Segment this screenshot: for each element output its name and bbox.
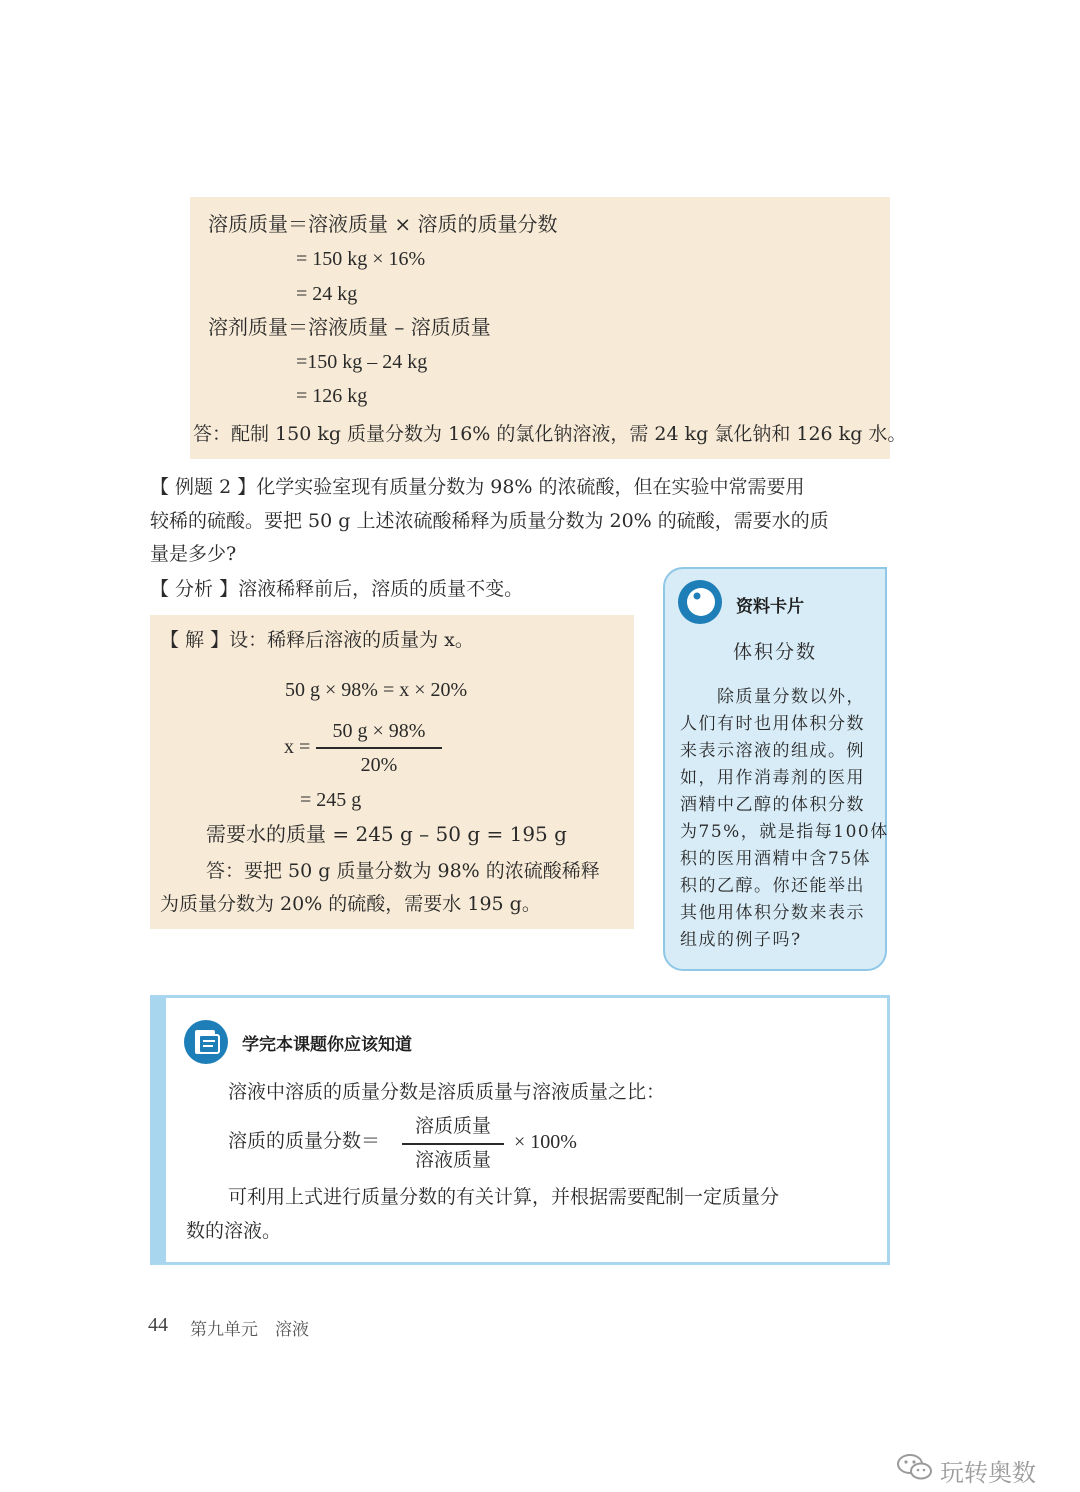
solution-answer-2: 为质量分数为 20% 的硫酸，需要水 195 g。 xyxy=(160,893,541,915)
example2-line-1: 【 例题 2 】化学实验室现有质量分数为 98% 的浓硫酸，但在实验中常需要用 xyxy=(150,476,805,498)
solution-water: 需要水的质量 = 245 g – 50 g = 195 g xyxy=(206,822,567,846)
solution-result: = 245 g xyxy=(300,789,362,811)
fraction-denominator: 20% xyxy=(360,754,398,776)
calc-line-2: = 150 kg × 16% xyxy=(296,248,426,270)
solution-answer-1: 答：要把 50 g 质量分数为 98% 的浓硫酸稀释 xyxy=(206,860,600,882)
info-card-title: 资料卡片 xyxy=(736,597,804,617)
chapter-title: 第九单元 溶液 xyxy=(190,1320,309,1340)
info-card-line: 积的乙醇。你还能举出 xyxy=(680,876,865,896)
info-card-line: 组成的例子吗? xyxy=(680,930,802,950)
watermark-text: 玩转奥数 xyxy=(940,1459,1036,1487)
formula-denominator: 溶液质量 xyxy=(414,1149,491,1171)
info-card-line: 人们有时也用体积分数 xyxy=(680,714,865,734)
calc-line-6: = 126 kg xyxy=(296,385,368,407)
solution-intro: 【 解 】设：稀释后溶液的质量为 x。 xyxy=(160,629,474,651)
formula-rhs: × 100% xyxy=(514,1131,577,1153)
info-card-line: 积的医用酒精中含75体 xyxy=(680,849,872,869)
formula-fraction-bar xyxy=(402,1143,504,1145)
info-card-line: 为75%，就是指每100体 xyxy=(680,822,889,842)
calc-line-5: =150 kg – 24 kg xyxy=(296,351,428,373)
info-card-icon xyxy=(676,578,724,626)
calc-answer: 答：配制 150 kg 质量分数为 16% 的氯化钠溶液，需 24 kg 氯化钠和 126 kg 水。 xyxy=(193,423,907,445)
calc-line-3: = 24 kg xyxy=(296,283,358,305)
knowledge-line-3: 可利用上式进行质量分数的有关计算，并根据需要配制一定质量分 xyxy=(228,1186,780,1208)
knowledge-title: 学完本课题你应该知道 xyxy=(242,1035,412,1055)
knowledge-line-4: 数的溶液。 xyxy=(186,1220,282,1242)
fraction-numerator: 50 g × 98% xyxy=(332,720,426,742)
example2-line-3: 量是多少? xyxy=(150,543,237,565)
formula-numerator: 溶质质量 xyxy=(414,1115,491,1137)
knowledge-box-strip xyxy=(150,995,166,1265)
calc-line-1: 溶质质量＝溶液质量 × 溶质的质量分数 xyxy=(208,212,558,236)
formula-lhs: 溶质的质量分数＝ xyxy=(228,1130,381,1152)
knowledge-line-1: 溶液中溶质的质量分数是溶质质量与溶液质量之比： xyxy=(228,1081,666,1103)
calc-line-4: 溶剂质量＝溶液质量 – 溶质质量 xyxy=(208,315,491,339)
info-card-line: 来表示溶液的组成。例 xyxy=(680,741,865,761)
info-card-subtitle: 体积分数 xyxy=(732,641,817,663)
analysis-text: 【 分析 】溶液稀释前后，溶质的质量不变。 xyxy=(150,578,524,600)
fraction-bar xyxy=(316,747,442,749)
solution-equation-1: 50 g × 98% = x × 20% xyxy=(285,679,468,701)
info-card-line: 酒精中乙醇的体积分数 xyxy=(680,795,865,815)
wechat-icon xyxy=(895,1452,935,1482)
page-number: 44 xyxy=(148,1314,168,1336)
example2-line-2: 较稀的硫酸。要把 50 g 上述浓硫酸稀释为质量分数为 20% 的硫酸，需要水的质 xyxy=(150,510,829,532)
knowledge-icon xyxy=(182,1018,230,1066)
info-card-line: 如，用作消毒剂的医用 xyxy=(680,768,865,788)
info-card-line: 除质量分数以外， xyxy=(680,687,865,707)
solution-x-lhs: x = xyxy=(284,736,311,758)
info-card-line: 其他用体积分数来表示 xyxy=(680,903,865,923)
